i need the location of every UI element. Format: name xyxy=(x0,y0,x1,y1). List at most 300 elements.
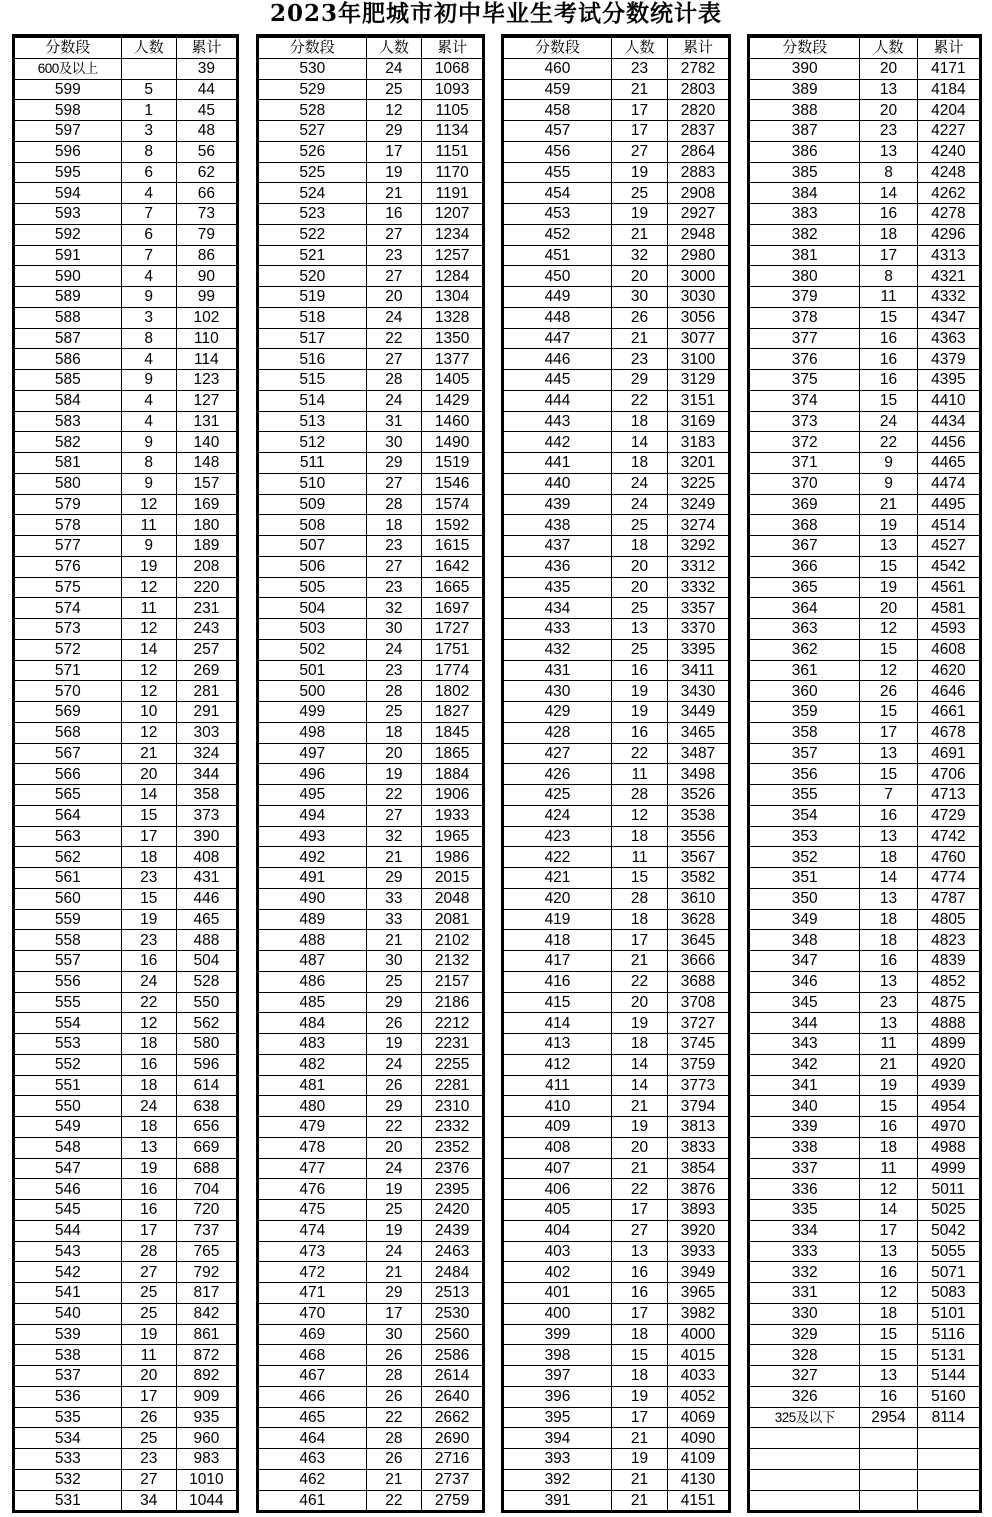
count-cell: 18 xyxy=(860,1137,917,1158)
table-row xyxy=(259,536,482,557)
table-row xyxy=(259,743,482,764)
table-row xyxy=(15,764,236,785)
score-cell: 464 xyxy=(259,1428,366,1449)
score-cell: 538 xyxy=(15,1345,121,1366)
cumulative-cell: 3933 xyxy=(668,1241,728,1262)
table-row xyxy=(15,494,236,515)
cumulative-cell: 3854 xyxy=(668,1158,728,1179)
cumulative-cell: 148 xyxy=(176,453,236,474)
table-row xyxy=(15,1345,236,1366)
count-cell: 33 xyxy=(366,909,422,930)
cumulative-cell: 1068 xyxy=(422,58,482,79)
cumulative-cell: 3965 xyxy=(668,1283,728,1304)
score-cell: 575 xyxy=(15,577,121,598)
cumulative-header: 累计 xyxy=(422,38,482,59)
cumulative-cell: 1965 xyxy=(422,826,482,847)
cumulative-cell: 1827 xyxy=(422,702,482,723)
table-row xyxy=(750,1345,979,1366)
count-cell: 25 xyxy=(612,515,668,536)
cumulative-cell: 3332 xyxy=(668,577,728,598)
score-cell: 482 xyxy=(259,1054,366,1075)
table-row xyxy=(259,1137,482,1158)
cumulative-cell: 140 xyxy=(176,432,236,453)
cumulative-cell: 169 xyxy=(176,494,236,515)
cumulative-cell: 1906 xyxy=(422,785,482,806)
score-cell: 589 xyxy=(15,287,121,308)
score-cell: 512 xyxy=(259,432,366,453)
table-row xyxy=(504,1013,728,1034)
count-cell: 9 xyxy=(121,287,176,308)
score-cell: 533 xyxy=(15,1449,121,1470)
count-cell: 27 xyxy=(366,473,422,494)
count-cell: 9 xyxy=(860,453,917,474)
cumulative-cell: 4999 xyxy=(917,1158,979,1179)
table-row xyxy=(15,1158,236,1179)
score-cell: 356 xyxy=(750,764,860,785)
count-cell: 12 xyxy=(612,805,668,826)
table-row xyxy=(504,1241,728,1262)
cumulative-cell: 1490 xyxy=(422,432,482,453)
table-row xyxy=(259,473,482,494)
table-row xyxy=(15,1220,236,1241)
cumulative-cell: 2081 xyxy=(422,909,482,930)
score-cell: 564 xyxy=(15,805,121,826)
cumulative-cell: 3556 xyxy=(668,826,728,847)
count-cell: 28 xyxy=(612,888,668,909)
cumulative-cell: 960 xyxy=(176,1428,236,1449)
count-cell: 11 xyxy=(121,1345,176,1366)
table-row xyxy=(504,1262,728,1283)
table-row xyxy=(15,1386,236,1407)
cumulative-cell: 4823 xyxy=(917,930,979,951)
cumulative-cell: 2560 xyxy=(422,1324,482,1345)
count-cell: 22 xyxy=(366,1407,422,1428)
count-cell: 4 xyxy=(121,183,176,204)
count-cell: 14 xyxy=(612,432,668,453)
score-cell: 501 xyxy=(259,660,366,681)
count-cell: 14 xyxy=(121,785,176,806)
score-cell: 462 xyxy=(259,1469,366,1490)
cumulative-cell: 2420 xyxy=(422,1200,482,1221)
score-cell: 563 xyxy=(15,826,121,847)
score-cell: 485 xyxy=(259,992,366,1013)
count-cell: 16 xyxy=(121,1179,176,1200)
count-cell: 19 xyxy=(121,556,176,577)
table-row xyxy=(15,598,236,619)
score-cell: 544 xyxy=(15,1220,121,1241)
cumulative-cell: 390 xyxy=(176,826,236,847)
count-cell: 20 xyxy=(366,743,422,764)
cumulative-cell: 4204 xyxy=(917,100,979,121)
score-cell: 588 xyxy=(15,307,121,328)
count-cell: 26 xyxy=(860,681,917,702)
score-cell: 450 xyxy=(504,266,612,287)
score-cell: 559 xyxy=(15,909,121,930)
score-cell: 520 xyxy=(259,266,366,287)
score-cell: 441 xyxy=(504,453,612,474)
cumulative-cell: 4000 xyxy=(668,1324,728,1345)
table-row xyxy=(750,183,979,204)
cumulative-cell xyxy=(917,1490,979,1510)
count-cell: 30 xyxy=(366,1324,422,1345)
cumulative-cell: 562 xyxy=(176,1013,236,1034)
score-cell: 353 xyxy=(750,826,860,847)
score-cell: 480 xyxy=(259,1096,366,1117)
score-cell: 530 xyxy=(259,58,366,79)
table-row xyxy=(504,370,728,391)
table-row xyxy=(750,1490,979,1510)
count-cell: 18 xyxy=(860,930,917,951)
count-cell: 11 xyxy=(860,1034,917,1055)
cumulative-cell: 792 xyxy=(176,1262,236,1283)
score-table-panel-1 xyxy=(12,34,239,1513)
cumulative-cell: 1377 xyxy=(422,349,482,370)
table-row xyxy=(15,287,236,308)
score-cell: 433 xyxy=(504,619,612,640)
table-row xyxy=(504,743,728,764)
cumulative-cell: 4742 xyxy=(917,826,979,847)
cumulative-cell: 5011 xyxy=(917,1179,979,1200)
count-cell: 27 xyxy=(366,556,422,577)
count-cell: 23 xyxy=(366,536,422,557)
table-row xyxy=(750,1366,979,1387)
cumulative-cell: 4248 xyxy=(917,162,979,183)
count-cell: 15 xyxy=(860,307,917,328)
table-row xyxy=(259,1220,482,1241)
cumulative-cell: 4988 xyxy=(917,1137,979,1158)
count-cell: 18 xyxy=(612,453,668,474)
table-row xyxy=(259,1241,482,1262)
cumulative-cell: 3357 xyxy=(668,598,728,619)
count-cell: 14 xyxy=(612,1054,668,1075)
count-cell: 20 xyxy=(121,1366,176,1387)
score-table xyxy=(259,37,482,1510)
table-row xyxy=(259,971,482,992)
count-cell: 12 xyxy=(860,660,917,681)
cumulative-cell: 3274 xyxy=(668,515,728,536)
score-cell: 426 xyxy=(504,764,612,785)
score-cell: 338 xyxy=(750,1137,860,1158)
cumulative-cell: 5025 xyxy=(917,1200,979,1221)
cumulative-cell: 5144 xyxy=(917,1366,979,1387)
table-row xyxy=(15,390,236,411)
score-cell: 337 xyxy=(750,1158,860,1179)
count-cell xyxy=(860,1490,917,1510)
count-cell: 6 xyxy=(121,162,176,183)
cumulative-cell: 1592 xyxy=(422,515,482,536)
cumulative-cell: 344 xyxy=(176,764,236,785)
cumulative-cell: 2015 xyxy=(422,868,482,889)
score-cell: 527 xyxy=(259,121,366,142)
table-row xyxy=(504,266,728,287)
score-cell: 341 xyxy=(750,1075,860,1096)
table-row xyxy=(750,390,979,411)
cumulative-cell: 3465 xyxy=(668,722,728,743)
score-cell: 474 xyxy=(259,1220,366,1241)
count-cell: 23 xyxy=(612,349,668,370)
table-row xyxy=(259,390,482,411)
score-cell: 446 xyxy=(504,349,612,370)
cumulative-cell: 2157 xyxy=(422,971,482,992)
cumulative-cell: 4839 xyxy=(917,951,979,972)
score-cell: 468 xyxy=(259,1345,366,1366)
table-row xyxy=(15,224,236,245)
table-row xyxy=(750,888,979,909)
cumulative-cell: 431 xyxy=(176,868,236,889)
score-cell: 571 xyxy=(15,660,121,681)
count-cell xyxy=(860,1428,917,1449)
count-cell: 27 xyxy=(366,224,422,245)
score-cell: 414 xyxy=(504,1013,612,1034)
score-cell: 518 xyxy=(259,307,366,328)
count-cell: 26 xyxy=(366,1075,422,1096)
score-cell: 525 xyxy=(259,162,366,183)
table-row xyxy=(15,1407,236,1428)
cumulative-cell: 4514 xyxy=(917,515,979,536)
count-cell: 24 xyxy=(121,971,176,992)
score-cell: 558 xyxy=(15,930,121,951)
table-row xyxy=(504,1449,728,1470)
score-cell: 400 xyxy=(504,1303,612,1324)
count-cell: 15 xyxy=(860,702,917,723)
score-cell: 402 xyxy=(504,1262,612,1283)
table-row xyxy=(750,1386,979,1407)
cumulative-cell: 3645 xyxy=(668,930,728,951)
score-cell: 537 xyxy=(15,1366,121,1387)
cumulative-cell: 4678 xyxy=(917,722,979,743)
count-cell: 21 xyxy=(366,847,422,868)
cumulative-cell: 4033 xyxy=(668,1366,728,1387)
count-cell: 8 xyxy=(121,328,176,349)
table-row xyxy=(15,1137,236,1158)
count-cell: 14 xyxy=(612,1075,668,1096)
score-cell: 592 xyxy=(15,224,121,245)
cumulative-cell xyxy=(917,1449,979,1470)
score-cell: 515 xyxy=(259,370,366,391)
score-cell: 369 xyxy=(750,494,860,515)
score-cell: 340 xyxy=(750,1096,860,1117)
score-cell: 368 xyxy=(750,515,860,536)
table-row xyxy=(504,1324,728,1345)
score-cell: 522 xyxy=(259,224,366,245)
count-cell: 18 xyxy=(860,224,917,245)
score-cell: 565 xyxy=(15,785,121,806)
cumulative-cell: 3538 xyxy=(668,805,728,826)
cumulative-cell: 2980 xyxy=(668,245,728,266)
score-cell: 436 xyxy=(504,556,612,577)
cumulative-cell: 4240 xyxy=(917,141,979,162)
count-cell: 6 xyxy=(121,224,176,245)
count-cell: 16 xyxy=(860,349,917,370)
cumulative-cell: 3610 xyxy=(668,888,728,909)
score-cell: 481 xyxy=(259,1075,366,1096)
table-row xyxy=(15,1241,236,1262)
score-cell: 439 xyxy=(504,494,612,515)
score-cell: 585 xyxy=(15,370,121,391)
count-cell: 32 xyxy=(366,598,422,619)
score-cell: 380 xyxy=(750,266,860,287)
table-row xyxy=(750,826,979,847)
table-row xyxy=(504,1407,728,1428)
cumulative-cell: 86 xyxy=(176,245,236,266)
score-cell: 374 xyxy=(750,390,860,411)
count-cell: 19 xyxy=(366,1179,422,1200)
count-cell: 19 xyxy=(121,1158,176,1179)
table-row xyxy=(750,1241,979,1262)
table-row xyxy=(504,453,728,474)
count-cell: 22 xyxy=(121,992,176,1013)
count-header: 人数 xyxy=(366,38,422,59)
count-cell: 16 xyxy=(860,370,917,391)
table-row xyxy=(504,1200,728,1221)
count-cell: 17 xyxy=(612,930,668,951)
count-cell: 24 xyxy=(121,1096,176,1117)
count-cell: 22 xyxy=(612,971,668,992)
count-cell: 15 xyxy=(860,639,917,660)
cumulative-cell: 180 xyxy=(176,515,236,536)
table-row xyxy=(15,702,236,723)
count-cell: 15 xyxy=(860,1324,917,1345)
table-row xyxy=(504,1386,728,1407)
cumulative-cell: 2927 xyxy=(668,204,728,225)
count-cell: 1 xyxy=(121,100,176,121)
count-cell: 9 xyxy=(121,432,176,453)
count-cell: 14 xyxy=(860,1200,917,1221)
count-cell: 16 xyxy=(612,1262,668,1283)
cumulative-cell xyxy=(917,1428,979,1449)
cumulative-cell: 1170 xyxy=(422,162,482,183)
cumulative-cell: 4852 xyxy=(917,971,979,992)
table-row xyxy=(750,100,979,121)
table-row xyxy=(750,1117,979,1138)
table-row xyxy=(15,660,236,681)
cumulative-cell: 737 xyxy=(176,1220,236,1241)
cumulative-cell: 4954 xyxy=(917,1096,979,1117)
cumulative-cell: 842 xyxy=(176,1303,236,1324)
table-row xyxy=(750,536,979,557)
count-cell: 21 xyxy=(366,930,422,951)
count-cell: 29 xyxy=(612,370,668,391)
cumulative-cell: 4787 xyxy=(917,888,979,909)
count-cell: 25 xyxy=(121,1303,176,1324)
table-row xyxy=(259,722,482,743)
table-row xyxy=(259,432,482,453)
count-cell: 17 xyxy=(612,1303,668,1324)
count-cell xyxy=(860,1469,917,1490)
count-cell: 12 xyxy=(121,660,176,681)
score-cell: 528 xyxy=(259,100,366,121)
score-cell: 383 xyxy=(750,204,860,225)
cumulative-cell: 4888 xyxy=(917,1013,979,1034)
score-cell xyxy=(750,1490,860,1510)
count-cell: 19 xyxy=(612,204,668,225)
count-cell: 25 xyxy=(612,598,668,619)
score-cell: 500 xyxy=(259,681,366,702)
count-cell: 24 xyxy=(366,390,422,411)
score-cell: 517 xyxy=(259,328,366,349)
score-cell: 535 xyxy=(15,1407,121,1428)
table-row xyxy=(504,805,728,826)
cumulative-cell: 220 xyxy=(176,577,236,598)
table-row xyxy=(15,183,236,204)
table-row xyxy=(15,536,236,557)
score-cell: 351 xyxy=(750,868,860,889)
score-cell: 576 xyxy=(15,556,121,577)
table-row xyxy=(750,515,979,536)
score-cell: 551 xyxy=(15,1075,121,1096)
score-cell: 529 xyxy=(259,79,366,100)
count-cell: 11 xyxy=(121,515,176,536)
cumulative-cell: 5083 xyxy=(917,1283,979,1304)
count-cell: 15 xyxy=(860,556,917,577)
table-row xyxy=(15,1117,236,1138)
score-cell: 546 xyxy=(15,1179,121,1200)
table-row xyxy=(15,411,236,432)
count-cell: 17 xyxy=(121,1386,176,1407)
cumulative-cell: 4939 xyxy=(917,1075,979,1096)
score-cell: 581 xyxy=(15,453,121,474)
cumulative-cell: 4620 xyxy=(917,660,979,681)
table-row xyxy=(504,1345,728,1366)
count-cell: 20 xyxy=(860,598,917,619)
score-cell: 334 xyxy=(750,1220,860,1241)
count-cell: 17 xyxy=(860,1220,917,1241)
cumulative-cell: 1727 xyxy=(422,619,482,640)
score-cell: 475 xyxy=(259,1200,366,1221)
count-cell: 3 xyxy=(121,121,176,142)
score-cell: 449 xyxy=(504,287,612,308)
table-row xyxy=(750,121,979,142)
cumulative-cell: 4899 xyxy=(917,1034,979,1055)
score-cell: 416 xyxy=(504,971,612,992)
cumulative-cell: 580 xyxy=(176,1034,236,1055)
score-cell: 365 xyxy=(750,577,860,598)
table-row xyxy=(504,598,728,619)
table-row xyxy=(15,619,236,640)
score-cell: 367 xyxy=(750,536,860,557)
count-cell: 21 xyxy=(121,743,176,764)
score-cell: 473 xyxy=(259,1241,366,1262)
cumulative-cell: 1234 xyxy=(422,224,482,245)
count-cell: 18 xyxy=(366,722,422,743)
cumulative-cell: 2640 xyxy=(422,1386,482,1407)
cumulative-cell: 1986 xyxy=(422,847,482,868)
cumulative-cell: 465 xyxy=(176,909,236,930)
count-cell: 3 xyxy=(121,307,176,328)
table-row xyxy=(259,702,482,723)
count-cell: 16 xyxy=(860,328,917,349)
count-cell: 18 xyxy=(121,1034,176,1055)
cumulative-cell: 4313 xyxy=(917,245,979,266)
count-cell: 28 xyxy=(366,1428,422,1449)
table-row xyxy=(259,204,482,225)
cumulative-cell: 4706 xyxy=(917,764,979,785)
count-cell: 7 xyxy=(121,245,176,266)
count-cell: 18 xyxy=(612,536,668,557)
score-cell: 510 xyxy=(259,473,366,494)
table-row xyxy=(259,1158,482,1179)
count-cell: 19 xyxy=(121,1324,176,1345)
table-row xyxy=(259,307,482,328)
cumulative-cell: 1151 xyxy=(422,141,482,162)
cumulative-cell: 4646 xyxy=(917,681,979,702)
score-cell: 582 xyxy=(15,432,121,453)
count-cell: 19 xyxy=(366,1220,422,1241)
cumulative-cell: 1284 xyxy=(422,266,482,287)
table-row xyxy=(750,1324,979,1345)
cumulative-cell: 110 xyxy=(176,328,236,349)
score-cell: 595 xyxy=(15,162,121,183)
